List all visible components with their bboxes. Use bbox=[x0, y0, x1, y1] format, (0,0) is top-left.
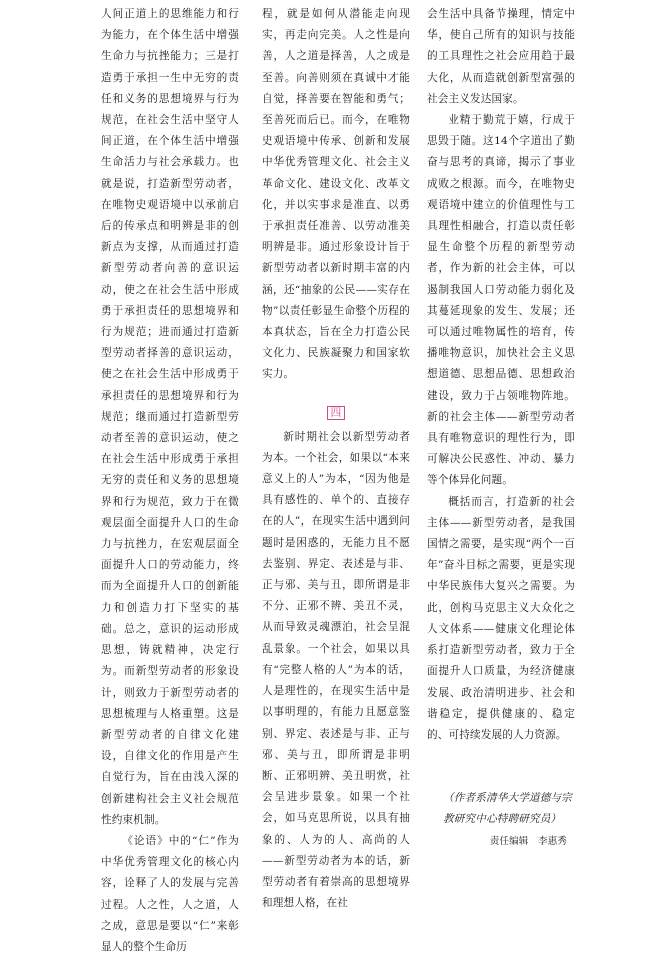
article-column-left bbox=[101, 4, 239, 953]
paragraph: 新时期社会以新型劳动者为本。一个社会，如果以“本来意义上的人”为本，“因为他是具有感性的、单个的、直接存在的人”，在现实生活中遇到问题时是困惑的，无能力且不愿去鉴别、界定、表述是与非、正与邪、美与丑，即所谓是非不分、正邪不辨、美丑不灵，从而导致灵魂漂泊，社会呈混乱景象。一个社会，如果以具有“完整人格的人”为本的话，人是理性的，在现实生活中是以事明理的，有能力且愿意鉴别、界定、表述是与非、正与邪、美与丑，即所谓是非明断、正邪明辨、美丑明赏，社会呈进步景象。如果一个社会，如马克思所说，以具有抽象的、人为的人、高尚的人——新型劳动者为本的话，新型劳动者有着崇高的思想境界和理想人格，在社 bbox=[262, 430, 410, 910]
paragraph: 程，就是如何从潜能走向现实，再走向完美。人之性是向善，人之道是择善，人之成是至善。向善则须在真诚中才能自觉，择善要在智能和勇气；至善死而后已。而今，在唯物史观语境中传承、创新和发展中华优秀管理文化、社会主义革命文化、建设文化、改革文化，并以实事求是准直、以勇于承担责任准善、以劳动准美明辨是非。通过形象设计旨于新型劳动者以新时期丰富的内涵，还“抽象的公民——实存在物”以责任彰显生命整个历程的本真状态，旨在全力打造公民文化力、民族凝聚力和国家软实力。 bbox=[262, 8, 410, 381]
paragraph: 《论语》中的“仁”作为中华优秀管理文化的核心内容，诠释了人的发展与完善过程。人之性，人之道，人之成，意思是要以“仁”来彰显人的整个生命历 bbox=[101, 834, 239, 953]
paragraph: 概括而言，打造新的社会主体——新型劳动者，是我国国情之需要，是实现“两个一百年”奋斗目标之需要，更是实现中华民族伟大复兴之需要。为此，创构马克思主义大众化之人文体系——健康文化理论体系打造新型劳动者，致力于全面提升人口质量，为经济健康发展、政治清明进步、社会和谐稳定，提供健康的、稳定的、可持续发展的人力资源。 bbox=[427, 495, 575, 741]
section-marker: 四 bbox=[262, 405, 410, 421]
spacer bbox=[427, 746, 575, 788]
paragraph: 人间正道上的思维能力和行为能力，在个体生活中增强生命力与抗挫能力；三是打造勇于承担一生中无穷的责任和义务的思想境界与行为规范，在社会生活中坚守人间正道，在个体生活中增强生命活力与社会承载力。也就是说，打造新型劳动者，在唯物史观语境中以承前启后的传承点和明辨是非的创新点为支撑，从而通过打造新型劳动者向善的意识运动，使之在社会生活中形成勇于承担责任的思想境界和行为规范；进而通过打造新型劳动者择善的意识运动，使之在社会生活中形成勇于承担责任的思想境界和行为规范；继而通过打造新型劳动者至善的意识运动，使之在社会生活中形成勇于承担无穷的责任和义务的思想境界和行为规范，致力于在微观层面全面提升人口的生命力与抗挫力，在宏观层面全面提升人口的劳动能力，终而为全面提升人口的创新能力和创造力打下坚实的基础。总之，意识的运动形成思想，铸就精神，决定行为。而新型劳动者的形象设计，则致力于新型劳动者的思想梳理与人格重塑。这是新型劳动者的自律文化建设，自律文化的作用是产生自觉行为，旨在由浅入深的创新建构社会主义社会规范性约束机制。 bbox=[101, 8, 239, 826]
editor-credit: 责任编辑 李惠秀 bbox=[489, 835, 567, 847]
paragraph: 会生活中具备节操理，情定中华，使自己所有的知识与技能的工具理性之社会应用趋于最大化，从而造就创新型富强的社会主义发达国家。 bbox=[427, 8, 575, 105]
article-column-middle bbox=[262, 4, 410, 910]
author-note: （作者系清华大学道德与宗教研究中心特聘研究员） bbox=[443, 792, 572, 826]
article-column-right bbox=[427, 4, 575, 847]
paragraph: 业精于勤荒于嬉，行成于思毁于随。这14个字道出了勤奋与思考的真谛，揭示了事业成败之根源。而今，在唯物史观语境中建立的价值理性与工具理性相融合，打造以责任彰显生命整个历程的新型劳动者，作为新的社会主体，可以遏制我国人口劳动能力弱化及其蔓延现象的发生、发展；还可以通过唯物属性的培育，传播唯物意识，加快社会主义思想道德、思想品德、思想政治建设，致力于占领唯物阵地。新的社会主体——新型劳动者具有唯物意识的理性行为，即可解决公民惑性、冲动、暴力等个体异化问题。 bbox=[427, 114, 575, 487]
